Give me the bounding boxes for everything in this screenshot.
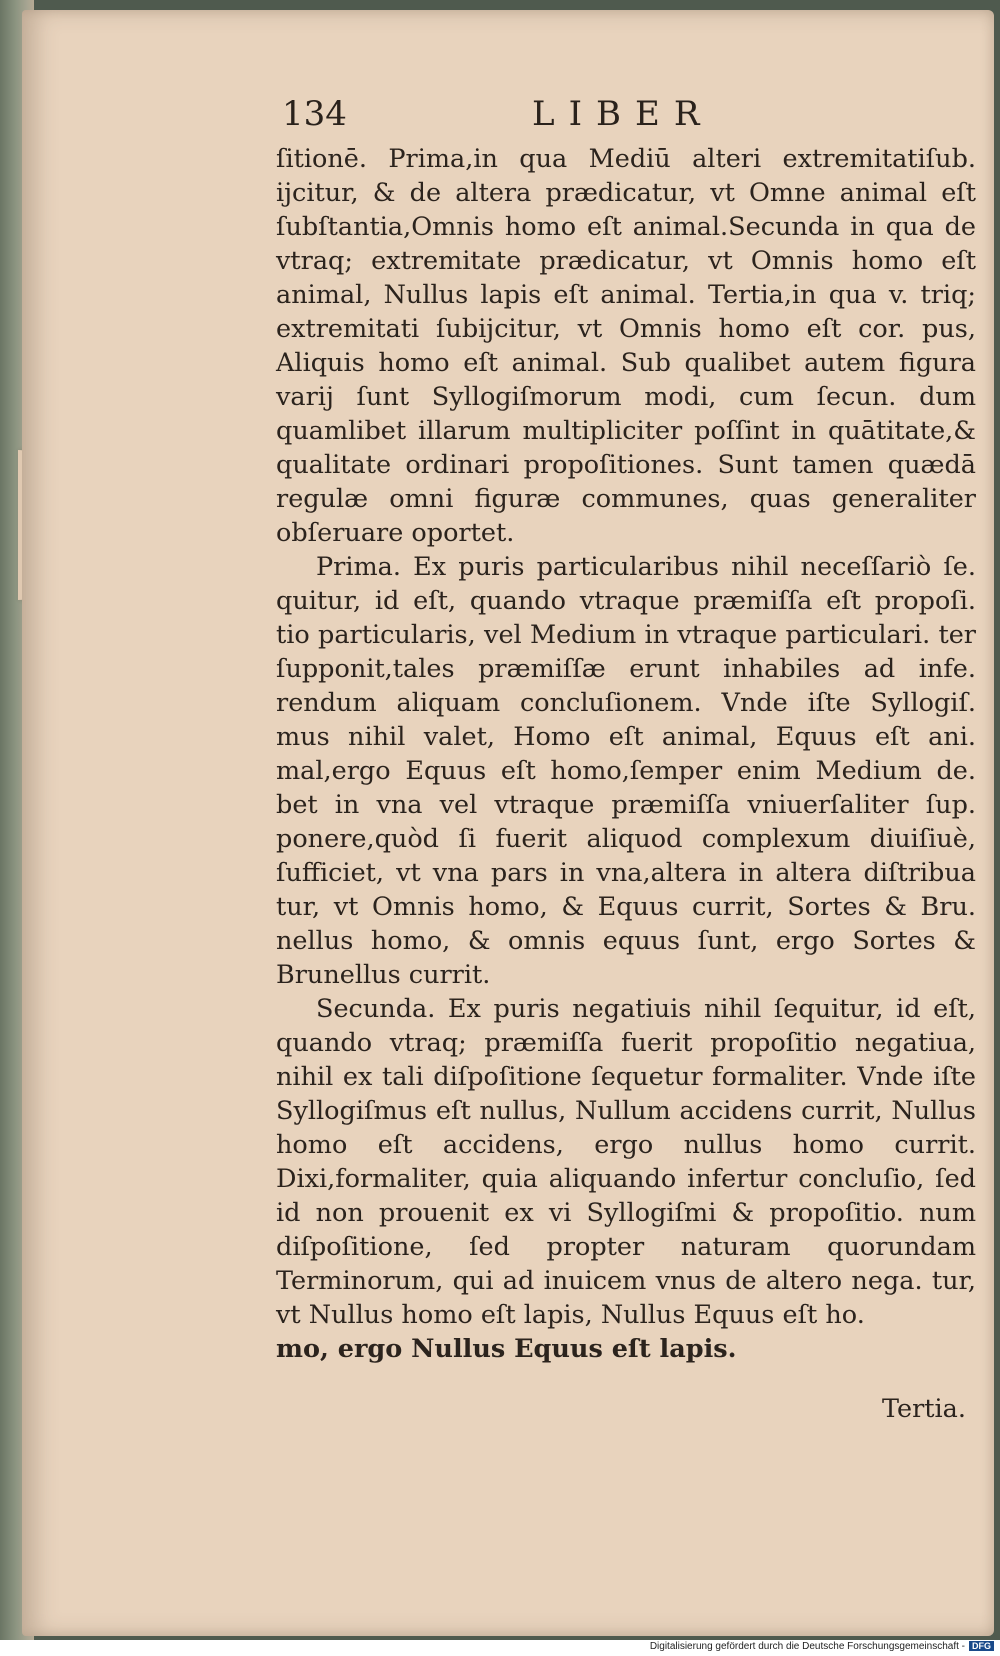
dfg-logo-icon: DFG bbox=[969, 1641, 994, 1651]
running-title: LIBER bbox=[532, 94, 714, 134]
digitization-credit bbox=[650, 1641, 994, 1652]
paragraph-prima: Prima. Ex puris particularibus nihil neceſſariò ſe. quitur, id eſt, quando vtraque præmiſſa eſt propoſi. tio particularis, vel Medium in vtraque particulari. ter ſupponit,tales præmiſſæ erunt inhabiles ad infe. rendum aliquam concluſionem. Vnde iſte Syllogiſ. mus nihil valet, Homo eſt animal, Equus eſt ani. mal,ergo Equus eſt homo,ſemper enim Medium de. bet in vna vel vtraque præmiſſa vniuerſaliter ſup. ponere,quòd ſi fuerit aliquod complexum diuiſiuè, ſufficiet, vt vna pars in vna,altera in altera diſtribua tur, vt Omnis homo, & Equus currit, Sortes & Bru. nellus homo, & omnis equus ſunt, ergo Sortes & Brunellus currit. bbox=[276, 552, 976, 990]
body-text bbox=[276, 142, 976, 1366]
paragraph-final-line: mo, ergo Nullus Equus eſt lapis. bbox=[276, 1334, 737, 1364]
paragraph-continuation: ſitionē. Prima,in qua Mediū alteri extremitatiſub. ijcitur, & de altera prædicatur, vt Omne animal eſt ſubſtantia,Omnis homo eſt animal.Secunda in qua de vtraq; extremitate prædicatur, vt Omnis homo eſt animal, Nullus lapis eſt animal. Tertia,in qua v. triq; extremitati ſubijcitur, vt Omnis homo eſt cor. pus, Aliquis homo eſt animal. Sub qualibet autem figura varij ſunt Syllogiſmorum modi, cum ſecun. dum quamlibet illarum multipliciter poſſint in quātitate,& qualitate ordinari propoſitiones. Sunt tamen quædā regulæ omni figuræ communes, quas generaliter obſeruare oportet. bbox=[276, 144, 976, 548]
credit-text: Digitalisierung gefördert durch die Deutsche Forschungsgemeinschaft - bbox=[649, 1641, 965, 1652]
paragraph-secunda: Secunda. Ex puris negatiuis nihil ſequitur, id eſt, quando vtraq; præmiſſa fuerit propoſitio negatiua, nihil ex tali diſpoſitione ſequetur formaliter. Vnde iſte Syllogiſmus eſt nullus, Nullum accidens currit, Nullus homo eſt accidens, ergo nullus homo currit. Dixi,formaliter, quia aliquando infertur concluſio, ſed id non prouenit ex vi Syllogiſmi & propoſitio. num diſpoſitione, ſed propter naturam quorundam Terminorum, qui ad inuicem vnus de altero nega. tur, vt Nullus homo eſt lapis, Nullus Equus eſt ho. bbox=[276, 994, 976, 1330]
running-head bbox=[282, 94, 962, 136]
page-number: 134 bbox=[282, 94, 347, 134]
catchword: Tertia. bbox=[881, 1394, 966, 1424]
